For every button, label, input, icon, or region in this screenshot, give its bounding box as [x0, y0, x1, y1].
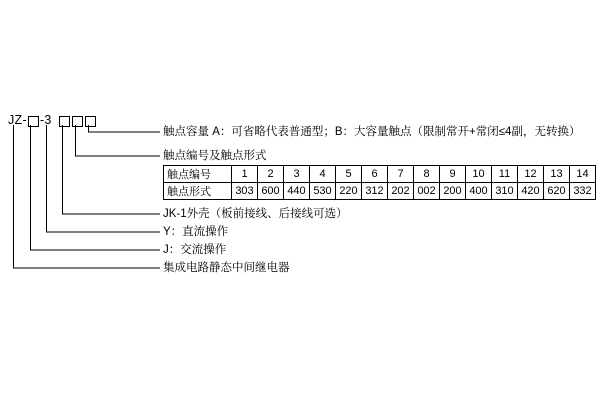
model-code-box-2 [59, 116, 70, 127]
table-cell-number: 10 [466, 166, 492, 183]
table-cell-form: 620 [544, 183, 570, 200]
contacts-table-wrapper [163, 165, 596, 200]
table-cell-form: 440 [284, 183, 310, 200]
table-cell-number: 14 [570, 166, 596, 183]
label-shell: JK-1外壳（板前接线、后接线可选） [163, 208, 348, 220]
table-cell-number: 5 [336, 166, 362, 183]
table-cell-number: 4 [310, 166, 336, 183]
model-code-box-1 [28, 116, 39, 127]
label-contact-number-form: 触点编号及触点形式 [163, 150, 267, 162]
table-cell-form: 312 [362, 183, 388, 200]
table-cell-number: 6 [362, 166, 388, 183]
table-cell-number: 13 [544, 166, 570, 183]
table-cell-form: 600 [258, 183, 284, 200]
table-cell-form: 332 [570, 183, 596, 200]
table-cell-number: 7 [388, 166, 414, 183]
label-product-name: 集成电路静态中间继电器 [163, 262, 290, 274]
table-cell-number: 3 [284, 166, 310, 183]
table-row-numbers [164, 166, 596, 183]
table-row-forms [164, 183, 596, 200]
row-header-contact-number: 触点编号 [164, 166, 232, 183]
table-cell-form: 400 [466, 183, 492, 200]
label-dc-operation: Y：直流操作 [163, 226, 229, 238]
table-cell-form: 310 [492, 183, 518, 200]
model-code-box-3 [72, 116, 83, 127]
model-code-row [8, 113, 97, 127]
table-cell-form: 002 [414, 183, 440, 200]
table-cell-number: 2 [258, 166, 284, 183]
model-code-prefix: JZ- [8, 113, 27, 127]
contacts-table [163, 165, 596, 200]
table-cell-form: 200 [440, 183, 466, 200]
table-cell-number: 8 [414, 166, 440, 183]
model-code-box-4 [85, 116, 96, 127]
model-code-series: 3 [44, 113, 52, 127]
label-contact-capacity: 触点容量 A：可省略代表普通型；B：大容量触点（限制常开+常闭≤4副，无转换） [163, 126, 581, 138]
table-cell-number: 11 [492, 166, 518, 183]
table-cell-form: 303 [232, 183, 258, 200]
model-code-dash: - [39, 113, 45, 127]
table-cell-form: 202 [388, 183, 414, 200]
table-cell-number: 9 [440, 166, 466, 183]
table-cell-form: 530 [310, 183, 336, 200]
table-cell-form: 420 [518, 183, 544, 200]
table-cell-number: 12 [518, 166, 544, 183]
label-ac-operation: J：交流操作 [163, 244, 227, 256]
table-cell-form: 220 [336, 183, 362, 200]
table-cell-number: 1 [232, 166, 258, 183]
row-header-contact-form: 触点形式 [164, 183, 232, 200]
